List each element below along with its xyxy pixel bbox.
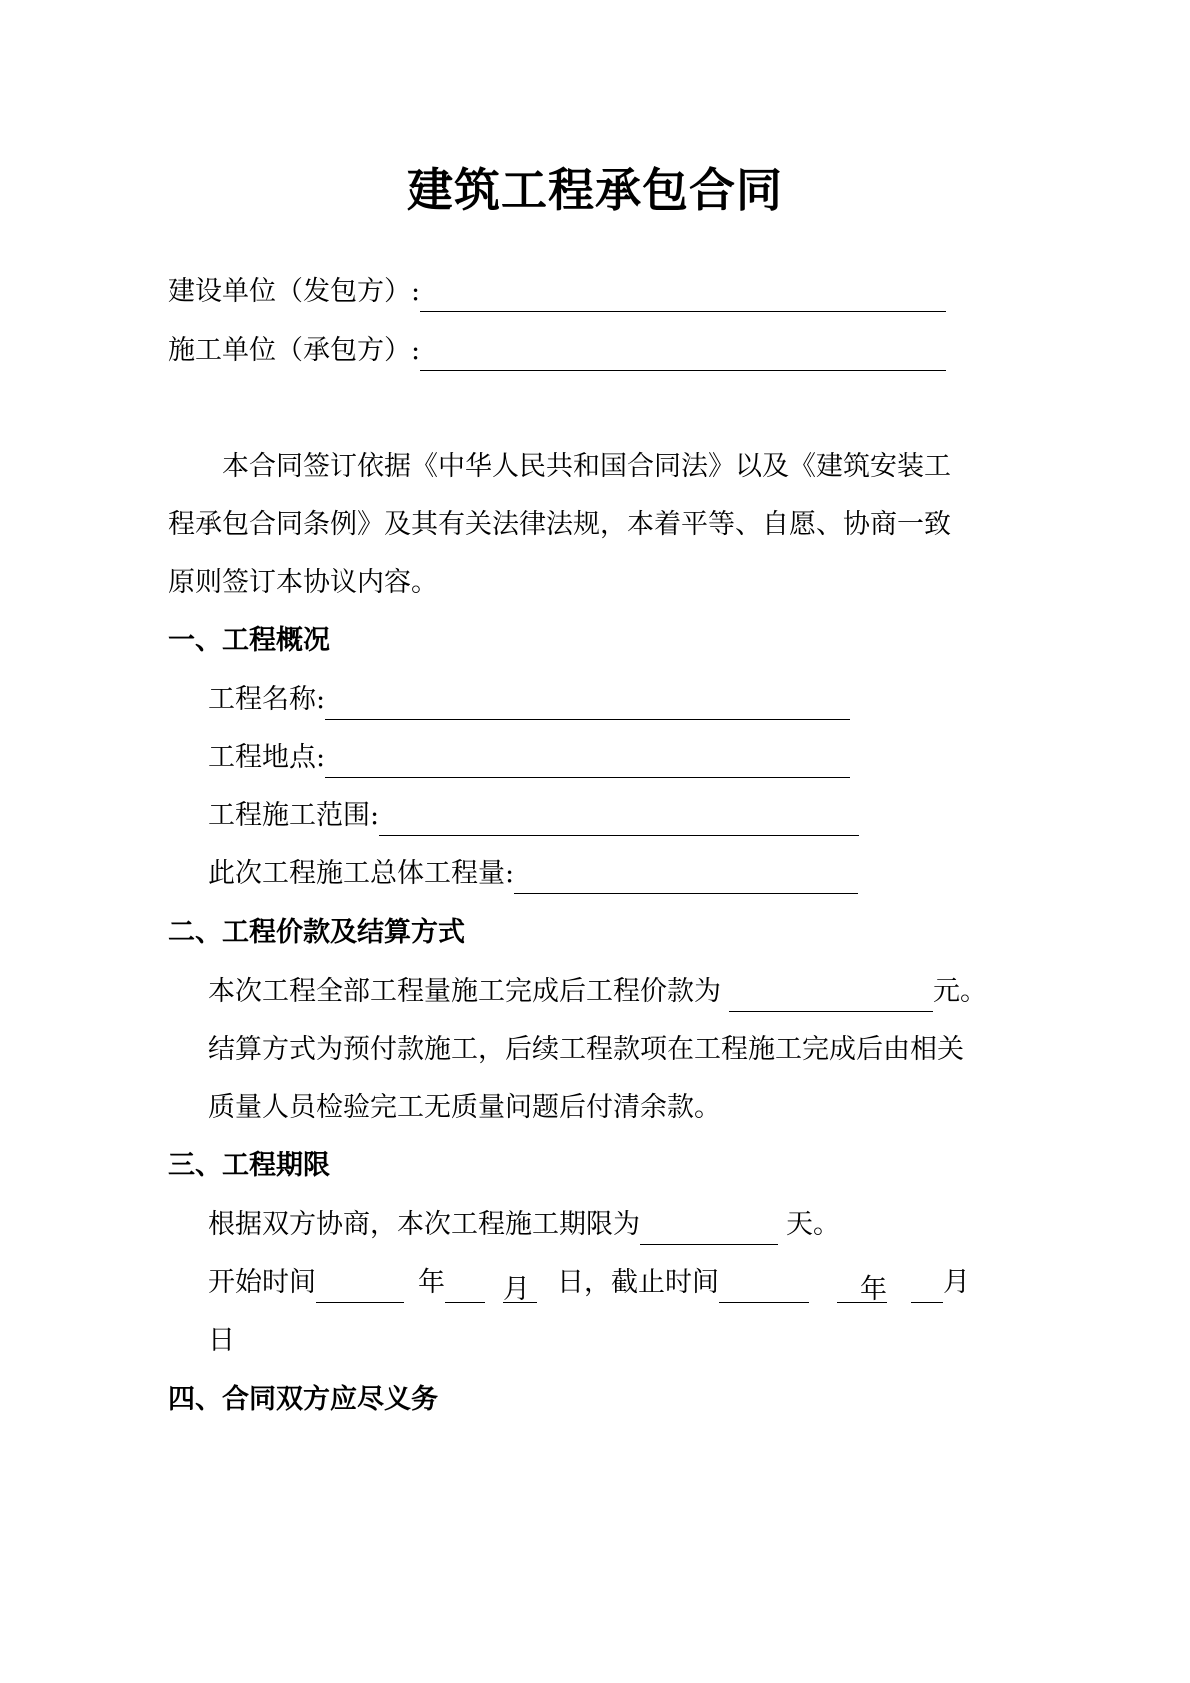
price-prefix: 本次工程全部工程量施工完成后工程价款为 <box>208 976 721 1007</box>
project-location-label: 工程地点: <box>208 742 326 773</box>
project-location-row <box>208 738 850 778</box>
project-quantity-blank[interactable] <box>514 861 858 894</box>
start-day-unit: 日， <box>557 1267 611 1298</box>
end-label: 截止时间 <box>611 1267 719 1298</box>
intro-line-2: 程承包合同条例》及其有关法律法规，本着平等、自愿、协商一致 <box>168 509 951 540</box>
intro-line-1: 本合同签订依据《中华人民共和国合同法》以及《建筑安装工 <box>222 451 951 482</box>
end-year-blank[interactable] <box>719 1270 809 1303</box>
end-year-unit: 年 <box>860 1274 887 1305</box>
project-location-blank[interactable] <box>325 745 850 778</box>
date-row <box>208 1263 970 1303</box>
contractor-row <box>168 331 946 371</box>
price-blank[interactable] <box>729 979 933 1012</box>
duration-row <box>208 1205 840 1245</box>
contractor-blank[interactable] <box>420 338 946 371</box>
contractor-label: 施工单位（承包方）: <box>168 335 421 366</box>
price-suffix: 元。 <box>933 976 987 1007</box>
duration-blank[interactable] <box>640 1212 778 1245</box>
start-label: 开始时间 <box>208 1267 316 1298</box>
project-quantity-label: 此次工程施工总体工程量: <box>208 858 515 889</box>
project-name-row <box>208 680 850 720</box>
document-title: 建筑工程承包合同 <box>407 163 783 217</box>
end-month-blank[interactable] <box>911 1270 943 1303</box>
start-month-underline[interactable] <box>503 1270 537 1303</box>
section4-heading: 四、合同双方应尽义务 <box>168 1384 438 1415</box>
project-scope-row <box>208 796 859 836</box>
duration-prefix: 根据双方协商，本次工程施工期限为 <box>208 1209 640 1240</box>
project-scope-label: 工程施工范围: <box>208 800 380 831</box>
start-year-unit: 年 <box>418 1267 445 1298</box>
section3-heading: 三、工程期限 <box>168 1150 330 1181</box>
start-year-blank[interactable] <box>316 1270 404 1303</box>
end-year-underline[interactable] <box>837 1270 887 1303</box>
project-name-blank[interactable] <box>325 687 850 720</box>
employer-label: 建设单位（发包方）: <box>168 276 421 307</box>
intro-line-3: 原则签订本协议内容。 <box>168 567 438 598</box>
employer-row <box>168 272 946 312</box>
duration-suffix: 天。 <box>786 1209 840 1240</box>
settlement-line-2: 质量人员检验完工无质量问题后付清余款。 <box>208 1092 721 1123</box>
end-month-unit: 月 <box>943 1267 970 1298</box>
section1-heading: 一、工程概况 <box>168 625 330 656</box>
employer-blank[interactable] <box>420 279 946 312</box>
start-month-blank[interactable] <box>445 1270 485 1303</box>
project-quantity-row <box>208 854 858 894</box>
settlement-line-1: 结算方式为预付款施工，后续工程款项在工程施工完成后由相关 <box>208 1034 964 1065</box>
section2-heading: 二、工程价款及结算方式 <box>168 917 465 948</box>
start-month-unit: 月 <box>503 1274 530 1305</box>
price-row <box>208 972 987 1012</box>
project-scope-blank[interactable] <box>379 803 859 836</box>
end-day-unit: 日 <box>208 1325 235 1356</box>
project-name-label: 工程名称: <box>208 684 326 715</box>
